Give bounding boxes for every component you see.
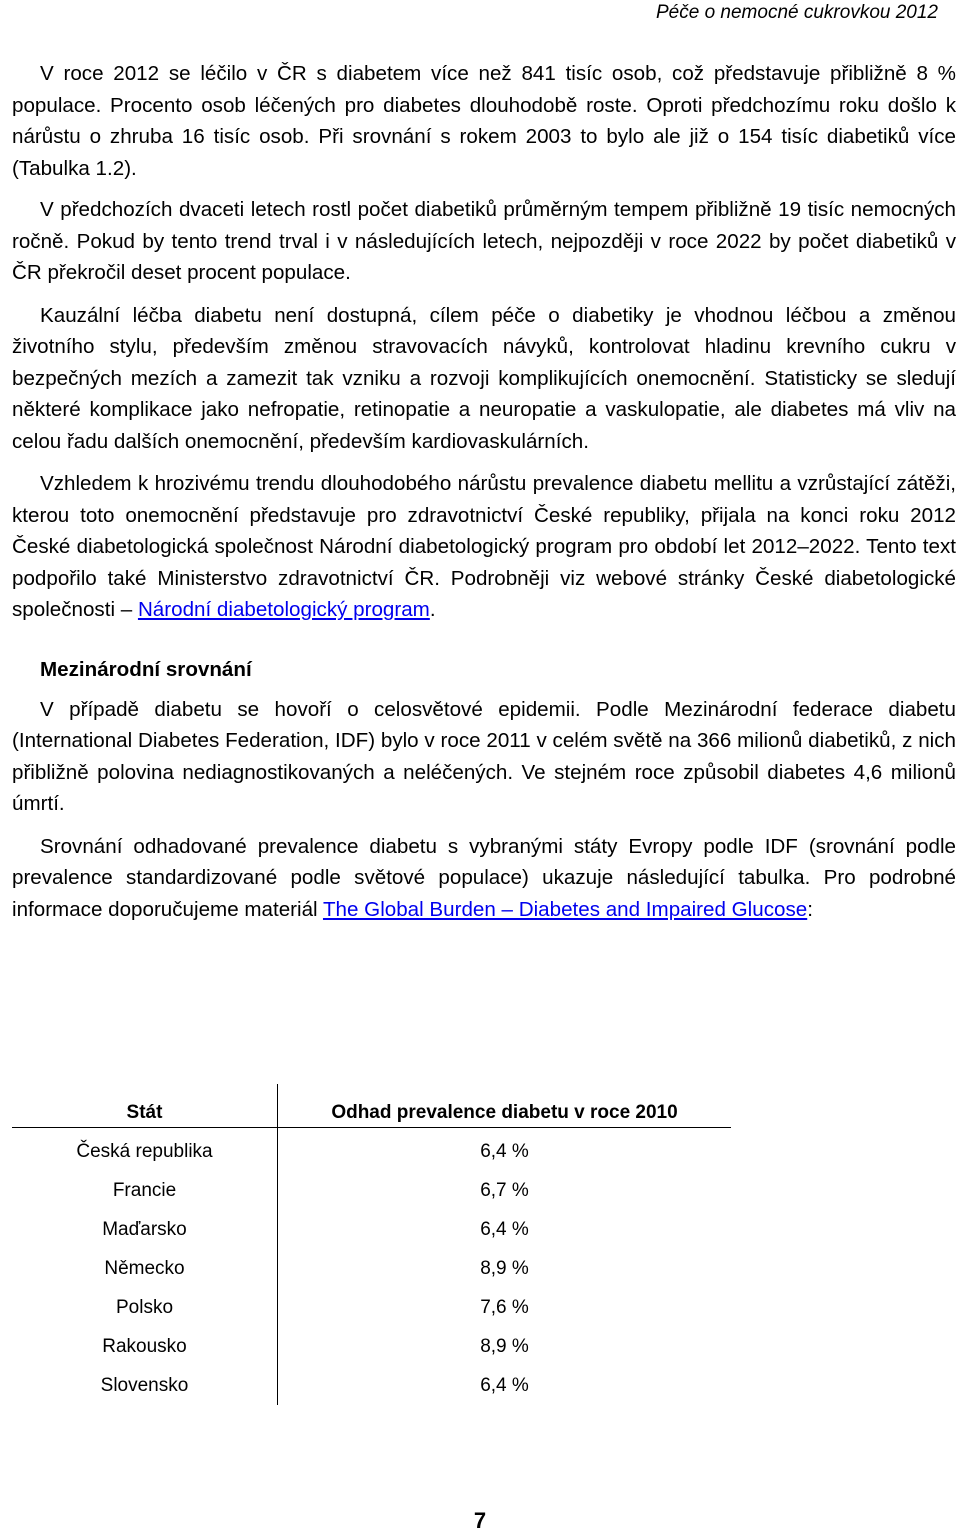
cell-country: Francie: [12, 1171, 278, 1210]
cell-prevalence: 6,4 %: [480, 1374, 529, 1396]
cell-country: Slovensko: [12, 1366, 278, 1405]
table-row: [12, 1327, 731, 1366]
cell-prevalence: 6,4 %: [480, 1218, 529, 1240]
paragraph-treatment: Kauzální léčba diabetu není dostupná, cílem péče o diabetiky je vhodnou léčbou a změnou životního stylu, především změnou stravovacích návyků, kontrolovat hladinu krevního cukru v bezpečných mezích a zamezit tak vzniku a rozvoji komplikujících onemocnění. Statisticky se sledují některé komplikace jako nefropatie, retinopatie a neuropatie a vaskulopatie, ale diabetes má vliv na celou řadu dalších onemocnění, především kardiovaskulárních.: [12, 303, 956, 453]
cell-country: Rakousko: [12, 1327, 278, 1366]
national-program-link[interactable]: Národní diabetologický program: [137, 598, 430, 621]
page-number: 7: [473, 1508, 487, 1533]
paragraph-epidemic: V případě diabetu se hovoří o celosvětové epidemii. Podle Mezinárodní federace diabetu (International Diabetes Federation, IDF) bylo v roce 2011 v celém světě na 366 milionů diabetiků, z nich přibližně polovina nediagnostikovaných a neléčených. Ve stejném roce způsobil diabetes 4,6 milionů úmrtí.: [12, 697, 956, 815]
header-country: Stát: [12, 1084, 278, 1128]
paragraph-national-program: [12, 468, 956, 626]
header-prevalence: Odhad prevalence diabetu v roce 2010: [278, 1084, 732, 1128]
running-header: Péče o nemocné cukrovkou 2012: [655, 2, 938, 23]
table-row: [12, 1249, 731, 1288]
table-row: [12, 1288, 731, 1327]
prevalence-table: [12, 1084, 731, 1405]
paragraph-growth-trend: V předchozích dvaceti letech rostl počet diabetiků průměrným tempem přibližně 19 tisíc nemocných ročně. Pokud by tento trend trval i v následujících letech, nejpozději v roce 2022 by počet diabetiků v ČR překročil deset procent populace.: [12, 198, 956, 284]
cell-prevalence: 6,7 %: [480, 1179, 529, 1201]
cell-prevalence: 8,9 %: [480, 1257, 529, 1279]
table-header-row: [12, 1084, 731, 1128]
cell-prevalence: 7,6 %: [480, 1296, 529, 1318]
cell-country: Polsko: [12, 1288, 278, 1327]
table-row: [12, 1128, 731, 1172]
cell-prevalence: 6,4 %: [480, 1140, 529, 1162]
document-body: [12, 58, 956, 925]
paragraph-comparison-text: Srovnání odhadované prevalence diabetu s vybranými státy Evropy podle IDF (srovnání podle prevalence standardizované podle světové populace) ukazuje následující tabulka. Pro podrobné informace doporučujeme materiál: [12, 834, 956, 921]
paragraph-comparison: [12, 831, 956, 926]
paragraph-national-program-text: Vzhledem k hrozivému trendu dlouhodobého nárůstu prevalence diabetu mellitu a vzrůstající zátěži, kterou toto onemocnění představuje pro zdravotnictví České republiky, přijala na konci roku 2012 České diabetologická společnost Národní diabetologický program pro období let 2012–2022. Tento text podpořilo také Ministerstvo zdravotnictví ČR. Podrobněji viz webové stránky České diabetologické společnosti –: [12, 472, 956, 621]
global-burden-link[interactable]: The Global Burden – Diabetes and Impaired Glucose: [322, 897, 808, 921]
paragraph-end-punct: :: [807, 897, 813, 921]
table-row: [12, 1366, 731, 1405]
cell-prevalence: 8,9 %: [480, 1335, 529, 1357]
cell-country: Německo: [12, 1249, 278, 1288]
table-row: [12, 1171, 731, 1210]
section-heading-international: Mezinárodní srovnání: [40, 657, 252, 681]
cell-country: Maďarsko: [12, 1210, 278, 1249]
paragraph-diabetes-count: V roce 2012 se léčilo v ČR s diabetem více než 841 tisíc osob, což představuje přibližně 8 % populace. Procento osob léčených pro diabetes dlouhodobě roste. Oproti předchozímu roku došlo k nárůstu o zhruba 16 tisíc osob. Při srovnání s rokem 2003 to bylo ale již o 154 tisíc diabetiků více (Tabulka 1.2).: [12, 62, 956, 180]
cell-country: Česká republika: [12, 1128, 278, 1172]
table-row: [12, 1210, 731, 1249]
paragraph-end-punct: .: [429, 598, 436, 621]
